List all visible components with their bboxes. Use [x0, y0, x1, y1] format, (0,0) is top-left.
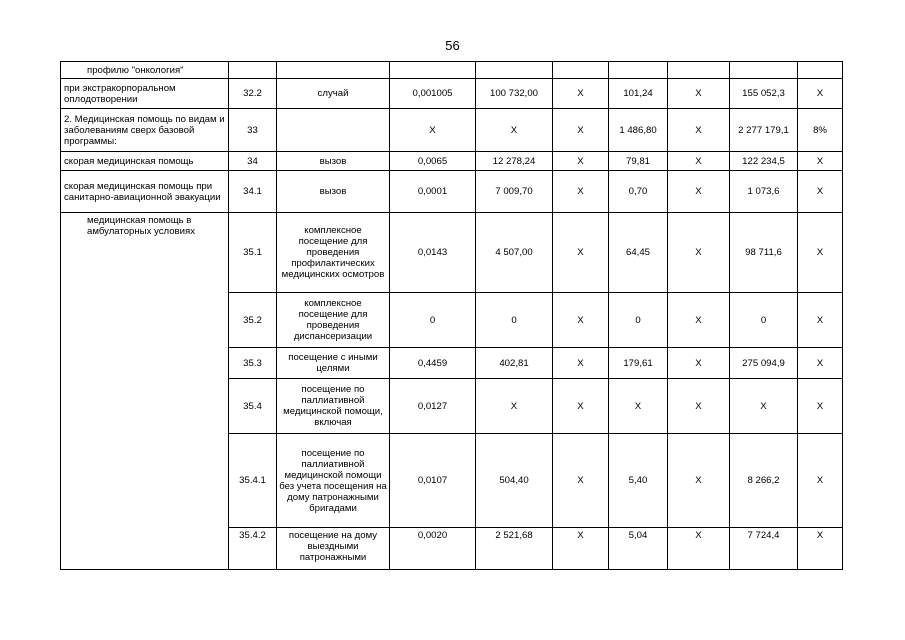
cell-code: 35.3 [229, 348, 277, 379]
cell-value: Х [798, 213, 843, 293]
cell-value: 5,40 [609, 434, 668, 528]
cell-value: 7 724,4 [730, 528, 798, 570]
cell-value: 8% [798, 109, 843, 152]
cell-unit [277, 62, 390, 79]
cell-volume [390, 62, 476, 79]
cell-unit: вызов [277, 171, 390, 213]
cell-value [553, 62, 609, 79]
cell-value: Х [553, 109, 609, 152]
cell-value: Х [798, 348, 843, 379]
cell-volume: Х [390, 109, 476, 152]
cell-code: 35.4.2 [229, 528, 277, 570]
cell-value: 79,81 [609, 152, 668, 171]
cell-value: Х [553, 434, 609, 528]
cell-cost: 0 [476, 293, 553, 348]
cell-unit: посещение на дому выездными патронажными [277, 528, 390, 570]
cell-value: 98 711,6 [730, 213, 798, 293]
cell-value: 5,04 [609, 528, 668, 570]
cell-code: 32.2 [229, 79, 277, 109]
cell-value: 1 486,80 [609, 109, 668, 152]
cell-value: 0 [609, 293, 668, 348]
cell-value: Х [798, 379, 843, 434]
cell-value: Х [668, 293, 730, 348]
cell-cost: 402,81 [476, 348, 553, 379]
cell-value: 8 266,2 [730, 434, 798, 528]
row-group-label: медицинская помощь в амбулаторных условиях [61, 213, 229, 570]
cell-value: 122 234,5 [730, 152, 798, 171]
cell-cost: Х [476, 379, 553, 434]
table-row [61, 109, 843, 152]
cell-value: 2 277 179,1 [730, 109, 798, 152]
cell-volume: 0,0020 [390, 528, 476, 570]
cell-unit: комплексное посещение для проведения диспансеризации [277, 293, 390, 348]
cell-value: Х [609, 379, 668, 434]
cell-value: Х [668, 348, 730, 379]
cell-value: Х [668, 171, 730, 213]
cell-unit: вызов [277, 152, 390, 171]
cell-volume: 0,0065 [390, 152, 476, 171]
cell-value: Х [798, 171, 843, 213]
cell-value: Х [553, 379, 609, 434]
cell-cost: 12 278,24 [476, 152, 553, 171]
cell-value: 0,70 [609, 171, 668, 213]
cell-value [798, 62, 843, 79]
cell-cost: 504,40 [476, 434, 553, 528]
table-row [61, 79, 843, 109]
cell-code: 33 [229, 109, 277, 152]
table-row [61, 171, 843, 213]
cell-value: Х [798, 528, 843, 570]
cell-value: Х [553, 528, 609, 570]
cell-value [730, 62, 798, 79]
table-row [61, 152, 843, 171]
cell-unit: случай [277, 79, 390, 109]
cell-volume: 0,0143 [390, 213, 476, 293]
cell-value: Х [553, 293, 609, 348]
cell-value: Х [668, 109, 730, 152]
cell-unit: посещение с иными целями [277, 348, 390, 379]
cell-value: 275 094,9 [730, 348, 798, 379]
cell-value: Х [668, 152, 730, 171]
cell-unit: посещение по паллиативной медицинской помощи без учета посещения на дому патронажными бригадами [277, 434, 390, 528]
cell-value: Х [668, 434, 730, 528]
cell-value: 179,61 [609, 348, 668, 379]
cell-value [609, 62, 668, 79]
cell-value: Х [553, 348, 609, 379]
cell-unit: комплексное посещение для проведения профилактических медицинских осмотров [277, 213, 390, 293]
data-table [60, 61, 843, 570]
cell-cost: 2 521,68 [476, 528, 553, 570]
cell-volume: 0,0107 [390, 434, 476, 528]
row-label: скорая медицинская помощь [61, 152, 229, 171]
cell-volume: 0,0127 [390, 379, 476, 434]
cell-code: 35.1 [229, 213, 277, 293]
cell-value: Х [730, 379, 798, 434]
cell-unit [277, 109, 390, 152]
cell-code: 35.4 [229, 379, 277, 434]
cell-value: Х [668, 528, 730, 570]
cell-value: Х [668, 79, 730, 109]
cell-code: 34.1 [229, 171, 277, 213]
cell-code: 35.2 [229, 293, 277, 348]
cell-value: Х [668, 379, 730, 434]
cell-cost [476, 62, 553, 79]
cell-value: Х [668, 213, 730, 293]
row-label: при экстракорпоральном оплодотворении [61, 79, 229, 109]
row-label: 2. Медицинская помощь по видам и заболеваниям сверх базовой программы: [61, 109, 229, 152]
table-row [61, 213, 843, 293]
cell-cost: 7 009,70 [476, 171, 553, 213]
cell-value: 1 073,6 [730, 171, 798, 213]
cell-value: Х [553, 79, 609, 109]
cell-volume: 0,4459 [390, 348, 476, 379]
cell-value: Х [553, 152, 609, 171]
cell-value [668, 62, 730, 79]
row-label: профилю "онкология" [61, 62, 229, 79]
cell-value: Х [798, 434, 843, 528]
cell-cost: 4 507,00 [476, 213, 553, 293]
cell-value: Х [798, 293, 843, 348]
cell-value: 155 052,3 [730, 79, 798, 109]
cell-value: 64,45 [609, 213, 668, 293]
cell-value: Х [553, 171, 609, 213]
cell-code: 34 [229, 152, 277, 171]
cell-value: 0 [730, 293, 798, 348]
row-label: скорая медицинская помощь при санитарно-авиационной эвакуации [61, 171, 229, 213]
cell-cost: 100 732,00 [476, 79, 553, 109]
cell-volume: 0,0001 [390, 171, 476, 213]
cell-unit: посещение по паллиативной медицинской помощи, включая [277, 379, 390, 434]
cell-volume: 0,001005 [390, 79, 476, 109]
cell-value: 101,24 [609, 79, 668, 109]
cell-value: Х [798, 79, 843, 109]
cell-volume: 0 [390, 293, 476, 348]
cell-value: Х [553, 213, 609, 293]
cell-cost: Х [476, 109, 553, 152]
cell-code [229, 62, 277, 79]
cell-value: Х [798, 152, 843, 171]
table-row [61, 62, 843, 79]
cell-code: 35.4.1 [229, 434, 277, 528]
page-number: 56 [445, 38, 460, 53]
